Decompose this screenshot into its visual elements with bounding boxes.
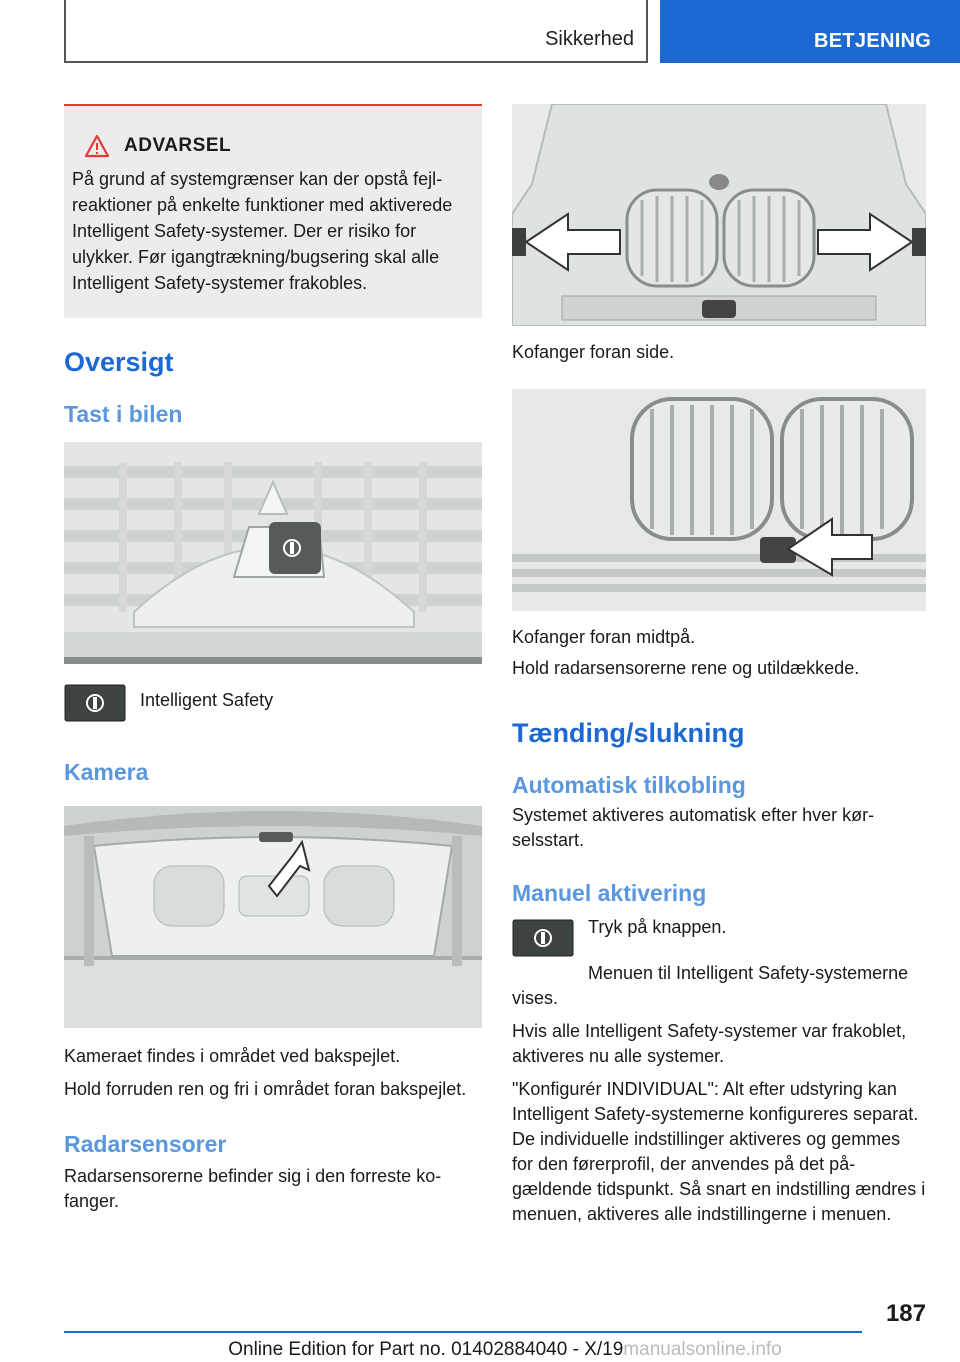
all-systems-text: Hvis alle Intelligent Safety-systemer var frakoblet, aktiveres nu alle systemer. <box>512 1021 907 1066</box>
header-chapter-title: BETJENING <box>814 30 932 52</box>
right-column <box>512 104 926 1227</box>
warning-header <box>72 134 464 158</box>
warning-text: På grund af systemgrænser kan der opstå fejlreaktioner på enkelte funktioner med aktiverede Intelligent Safety-systemer. Der er risiko for ulykker. Før igangtrækning/bugsering skal alle Intelligent Safety-systemer frakobles. <box>72 169 453 293</box>
radar-clean-text: Hold radarsensorerne rene og utildækkede. <box>512 658 860 678</box>
camera-clean-text: Hold forruden ren og fri i området foran bakspejlet. <box>64 1079 467 1099</box>
footer <box>0 1339 960 1361</box>
heading-camera: Kamera <box>64 759 149 785</box>
button-symbol-label: Intelligent Safety <box>140 690 274 710</box>
header-section-title: Sikkerhed <box>545 28 634 50</box>
footer-watermark: manualsonline.info <box>623 1339 782 1360</box>
heading-auto-activation: Automatisk tilkobling <box>512 772 746 798</box>
bumper-middle-photo <box>512 389 926 611</box>
heading-manual-activation: Manuel aktivering <box>512 880 707 906</box>
footer-edition: Online Edition for Part no. 01402884040 - X/19 <box>228 1339 624 1360</box>
radar-location-text: Radarsensorerne befinder sig i den forreste kofanger. <box>64 1166 442 1211</box>
caption-bumper-middle: Kofanger foran midtpå. <box>512 627 696 647</box>
left-column <box>64 104 482 1214</box>
camera-location-text: Kameraet findes i området ved bakspejlet. <box>64 1046 401 1066</box>
heading-button-in-car: Tast i bilen <box>64 401 183 427</box>
warning-triangle-icon <box>84 134 110 158</box>
page-number: 187 <box>885 1300 926 1327</box>
footer-rule <box>64 1331 862 1333</box>
button-photo <box>64 442 482 664</box>
intelligent-safety-button-icon <box>64 684 126 722</box>
header-chapter-tab <box>660 0 960 63</box>
heading-overview: Oversigt <box>64 347 174 377</box>
warning-title: ADVARSEL <box>124 135 232 156</box>
caption-bumper-side: Kofanger foran side. <box>512 342 675 362</box>
auto-activation-text: Systemet aktiveres automatisk efter hver kørselsstart. <box>512 805 875 850</box>
bumper-side-photo <box>512 104 926 326</box>
configure-individual-text: "Konfigurér INDIVIDUAL": Alt efter udstyring kan Intelligent Safety-systemerne konfigureres separat. De individuelle indstillinger aktiveres og gemmes for den førerprofil, der anvendes på det pågældende tidspunkt. Så snart en indstilling ændres i menuen, aktiveres alle indstillingerne i menuen. <box>512 1079 926 1224</box>
camera-photo <box>64 806 482 1028</box>
intelligent-safety-button-icon <box>512 919 574 957</box>
manual-step-press: Tryk på knappen. <box>588 917 727 937</box>
header-section-tab <box>64 0 648 63</box>
manual-step-row <box>512 915 926 957</box>
heading-radar-sensors: Radarsensorer <box>64 1131 227 1157</box>
button-symbol-row <box>64 684 482 722</box>
manual-step-menu: Menuen til Intelligent Safety-systemerne vises. <box>512 963 909 1008</box>
heading-switch-on-off: Tænding/slukning <box>512 718 745 748</box>
warning-box <box>64 104 482 318</box>
